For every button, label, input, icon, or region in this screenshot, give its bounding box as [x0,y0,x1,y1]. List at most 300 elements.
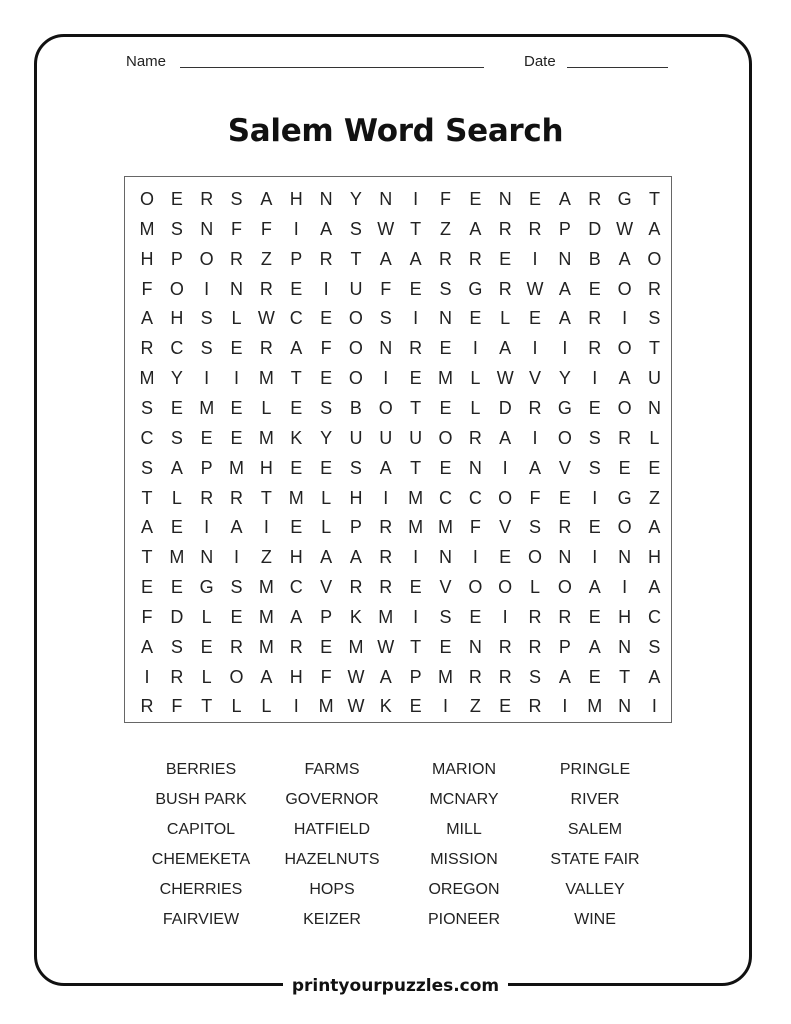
grid-letter: A [529,457,542,478]
grid-letter: M [139,368,155,389]
grid-letter: E [439,338,452,359]
grid-letter: F [260,218,272,239]
grid-letter: A [499,338,512,359]
grid-letter: M [378,606,394,627]
grid-letter: R [528,606,542,627]
grid-letter: E [320,457,333,478]
grid-letter: I [293,218,299,239]
grid-letter: N [618,636,632,657]
grid-letter: H [349,487,363,508]
grid-letter: O [348,338,363,359]
grid-letter: R [498,218,512,239]
grid-letter: E [290,517,303,538]
grid-row [125,245,671,275]
grid-letter: A [618,368,631,389]
grid-letter: E [290,457,303,478]
grid-letter: F [529,487,541,508]
grid-letter: A [140,517,153,538]
grid-letter: S [200,338,213,359]
word-item: STATE FAIR [550,851,640,868]
grid-letter: R [140,338,154,359]
grid-letter: R [200,487,214,508]
grid-letter: R [349,577,363,598]
grid-letter: M [318,696,334,717]
word-item: HAZELNUTS [284,851,380,868]
footer-text: printyourpuzzles.com [283,976,508,996]
grid-letter: T [648,338,660,359]
grid-letter: O [498,577,513,598]
grid-letter: T [410,636,422,657]
footer [0,976,791,996]
grid-letter: E [200,427,213,448]
grid-row [125,185,671,215]
grid-letter: E [290,278,303,299]
grid-letter: A [558,308,571,329]
grid-letter: K [349,606,362,627]
grid-letter: V [320,577,333,598]
grid-letter: N [230,278,244,299]
grid-letter: F [469,517,481,538]
grid-letter: R [289,636,303,657]
grid-letter: G [617,189,632,209]
grid-letter: I [413,189,419,209]
grid-letter: N [319,189,333,209]
grid-letter: I [532,248,538,269]
grid-letter: U [379,427,393,448]
word-item: RIVER [570,791,620,808]
grid-letter: I [204,368,210,389]
grid-letter: M [438,517,453,538]
grid-letter: S [648,308,661,329]
grid-letter: R [379,577,393,598]
grid-letter: R [588,308,602,329]
grid-letter: A [379,457,392,478]
grid-letter: S [529,666,542,687]
grid-letter: L [321,487,332,508]
grid-letter: I [413,547,419,568]
grid-letter: T [648,189,660,209]
grid-letter: R [230,487,244,508]
grid-letter: G [199,577,214,598]
grid-letter: N [468,636,482,657]
word-item: PIONEER [427,911,500,928]
grid-letter: S [230,189,243,209]
grid-letter: I [442,696,448,717]
grid-letter: N [379,189,393,209]
grid-letter: N [498,189,512,209]
grid-letter: M [258,427,274,448]
grid-letter: W [347,696,365,717]
grid-letter: N [618,696,632,717]
grid-letter: E [200,636,213,657]
grid-letter: I [562,338,568,359]
grid-letter: E [499,547,512,568]
grid-letter: U [349,427,363,448]
grid-letter: E [320,636,333,657]
grid-letter: C [289,577,303,598]
grid-letter: E [469,189,482,209]
grid-letter: F [320,338,332,359]
grid-letter: S [648,636,661,657]
word-item: GOVERNOR [285,791,379,808]
grid-letter: C [439,487,452,508]
grid-letter: E [499,696,512,717]
page-title: Salem Word Search [227,113,564,149]
grid-letter: A [260,189,273,209]
grid-letter: V [499,517,512,538]
grid-letter: S [379,308,392,329]
grid-letter: R [528,696,542,717]
grid-letter: I [532,338,538,359]
grid-letter: H [170,308,184,329]
grid-letter: M [229,457,245,478]
grid-letter: M [139,218,155,239]
grid-letter: D [498,397,512,418]
grid-letter: R [528,218,542,239]
grid-letter: E [230,397,243,418]
grid-letter: A [290,338,303,359]
grid-letter: P [558,218,571,239]
grid-letter: Z [260,248,272,269]
word-item: BUSH PARK [155,791,247,808]
grid-letter: Y [349,189,362,209]
grid-letter: S [170,427,183,448]
grid-letter: O [169,278,184,299]
grid-letter: S [588,457,601,478]
grid-letter: E [409,278,422,299]
grid-letter: O [617,338,632,359]
grid-letter: N [200,547,214,568]
grid-letter: I [413,308,419,329]
grid-letter: M [288,487,304,508]
grid-letter: W [257,308,275,329]
grid-letter: S [170,636,183,657]
grid-letter: L [171,487,182,508]
name-line [180,67,484,68]
word-item: SALEM [567,821,623,838]
grid-letter: A [320,218,333,239]
grid-letter: A [409,248,422,269]
grid-letter: F [320,666,332,687]
grid-row [125,454,671,484]
grid-letter: I [383,368,389,389]
grid-letter: N [439,308,452,329]
grid-letter: R [498,666,512,687]
grid-letter: E [558,487,571,508]
grid-letter: R [200,189,214,209]
grid-letter: E [499,248,512,269]
grid-letter: I [592,547,598,568]
grid-letter: E [618,457,631,478]
grid-letter: I [234,368,240,389]
grid-letter: S [529,517,542,538]
grid-letter: F [171,696,183,717]
grid-row [125,573,671,603]
date-line [567,67,668,68]
grid-letter: N [200,218,214,239]
grid-letter: E [588,397,601,418]
grid-letter: I [532,427,538,448]
grid-letter: L [530,577,541,598]
grid-letter: B [349,397,362,418]
grid-letter: M [408,517,424,538]
grid-letter: O [438,427,453,448]
grid-letter: A [290,606,303,627]
grid-letter: I [651,696,657,717]
grid-letter: A [379,248,392,269]
grid-letter: R [468,248,482,269]
grid-letter: Z [469,696,481,717]
word-item: CHEMEKETA [151,851,251,868]
grid-letter: E [320,368,333,389]
grid-letter: E [409,577,422,598]
grid-letter: H [289,189,303,209]
grid-letter: L [649,427,660,448]
grid-letter: Y [170,368,183,389]
grid-letter: M [438,666,453,687]
grid-letter: E [648,457,661,478]
grid-letter: S [140,457,153,478]
grid-letter: L [201,666,212,687]
grid-letter: A [349,547,362,568]
grid-letter: T [260,487,272,508]
grid-letter: M [587,696,603,717]
grid-letter: N [558,547,572,568]
grid-letter: E [469,606,482,627]
grid-letter: Y [558,368,571,389]
letter-grid [124,176,672,723]
grid-letter: H [647,547,661,568]
word-column [267,755,397,935]
grid-letter: N [379,338,393,359]
grid-letter: S [439,278,452,299]
grid-letter: W [616,218,634,239]
grid-letter: I [144,666,150,687]
grid-letter: T [350,248,362,269]
grid-letter: V [558,457,571,478]
grid-letter: F [231,218,243,239]
grid-letter: M [169,547,185,568]
grid-letter: R [618,427,632,448]
grid-letter: D [170,606,184,627]
grid-letter: O [498,487,513,508]
grid-letter: R [230,636,244,657]
grid-letter: E [439,397,452,418]
word-item: CHERRIES [159,881,243,898]
grid-letter: H [618,606,632,627]
grid-letter: A [379,666,392,687]
grid-letter: A [588,636,601,657]
grid-letter: H [289,666,303,687]
grid-letter: M [258,636,274,657]
grid-letter: S [439,606,452,627]
grid-letter: I [413,606,419,627]
grid-letter: R [528,397,542,418]
grid-letter: E [409,368,422,389]
grid-letter: S [200,308,213,329]
word-item: FAIRVIEW [162,911,240,928]
grid-letter: A [170,457,183,478]
grid-letter: C [170,338,184,359]
grid-letter: W [377,218,395,239]
grid-letter: I [622,577,628,598]
grid-letter: P [558,636,571,657]
grid-letter: R [528,636,542,657]
grid-letter: P [349,517,362,538]
grid-letter: R [558,606,572,627]
grid-letter: R [588,189,602,209]
grid-letter: F [141,606,153,627]
grid-letter: U [349,278,363,299]
name-label: Name [126,53,167,70]
grid-letter: I [502,606,508,627]
grid-row [125,663,671,693]
grid-letter: E [320,308,333,329]
grid-row [125,334,671,364]
grid-letter: R [647,278,661,299]
grid-letter: A [260,666,273,687]
grid-letter: E [588,278,601,299]
grid-letter: L [470,397,481,418]
word-item: PRINGLE [559,761,631,778]
grid-letter: A [230,517,243,538]
grid-letter: A [618,248,631,269]
grid-letter: I [234,547,240,568]
grid-letter: A [320,547,333,568]
grid-letter: M [258,577,274,598]
grid-letter: A [558,666,571,687]
grid-row [125,543,671,573]
grid-letter: A [588,577,601,598]
grid-letter: W [377,636,395,657]
grid-letter: R [439,248,452,269]
grid-letter: E [439,457,452,478]
grid-letter: O [199,248,214,269]
grid-letter: Y [320,427,333,448]
grid-letter: E [230,338,243,359]
grid-letter: O [348,368,363,389]
grid-letter: E [290,397,303,418]
grid-letter: O [557,577,572,598]
grid-letter: I [472,547,478,568]
grid-letter: T [201,696,213,717]
grid-letter: T [141,547,153,568]
grid-letter: N [468,457,482,478]
grid-letter: G [468,278,483,299]
grid-letter: I [502,457,508,478]
grid-letter: L [321,517,332,538]
grid-letter: A [648,666,661,687]
word-column [530,755,660,935]
word-item: OREGON [428,881,500,898]
grid-letter: T [410,397,422,418]
grid-letter: C [647,606,661,627]
grid-letter: C [289,308,303,329]
grid-letter: C [468,487,482,508]
grid-letter: S [588,427,601,448]
grid-letter: V [529,368,542,389]
grid-letter: E [170,517,183,538]
grid-letter: E [230,427,243,448]
grid-letter: L [231,308,242,329]
grid-letter: S [230,577,243,598]
grid-letter: R [259,278,273,299]
grid-letter: G [557,397,572,418]
grid-letter: E [170,189,183,209]
word-item: BERRIES [165,761,237,778]
word-item: HOPS [309,881,355,898]
grid-letter: R [379,517,393,538]
grid-letter: U [647,368,661,389]
grid-letter: A [648,577,661,598]
grid-letter: T [410,218,422,239]
grid-row [125,692,671,722]
word-item: MARION [432,761,496,778]
grid-letter: N [439,547,452,568]
grid-letter: I [263,517,269,538]
grid-letter: H [140,248,154,269]
word-column [136,755,266,935]
grid-letter: H [289,547,303,568]
grid-letter: P [409,666,422,687]
grid-letter: O [139,189,154,209]
grid-letter: O [617,397,632,418]
grid-letter: R [498,278,512,299]
grid-letter: W [496,368,514,389]
grid-letter: I [293,696,299,717]
grid-letter: L [231,696,242,717]
grid-letter: O [378,397,393,418]
grid-letter: L [201,606,212,627]
grid-letter: E [170,397,183,418]
grid-letter: A [558,189,571,209]
grid-letter: R [170,666,184,687]
grid-letter: E [439,636,452,657]
grid-row [125,364,671,394]
grid-letter: F [141,278,153,299]
grid-letter: Z [440,218,451,239]
date-label: Date [524,53,556,70]
grid-letter: M [258,606,274,627]
grid-letter: L [500,308,511,329]
grid-letter: O [468,577,483,598]
grid-letter: P [170,248,183,269]
grid-letter: K [290,427,303,448]
grid-letter: L [261,397,272,418]
grid-row [125,304,671,334]
grid-letter: N [558,248,572,269]
grid-letter: V [439,577,452,598]
word-item: CAPITOL [166,821,236,838]
grid-letter: I [622,308,628,329]
grid-letter: R [319,248,333,269]
grid-letter: R [259,338,273,359]
grid-letter: E [230,606,243,627]
grid-letter: M [438,368,453,389]
word-item: KEIZER [303,911,361,928]
grid-letter: R [558,517,572,538]
grid-letter: I [204,278,210,299]
word-item: WINE [574,911,616,928]
grid-row [125,394,671,424]
grid-letter: H [259,457,273,478]
grid-letter: I [562,696,568,717]
grid-letter: W [347,666,365,687]
grid-letter: A [499,427,512,448]
grid-letter: T [141,487,153,508]
grid-letter: L [261,696,272,717]
grid-letter: P [320,606,333,627]
